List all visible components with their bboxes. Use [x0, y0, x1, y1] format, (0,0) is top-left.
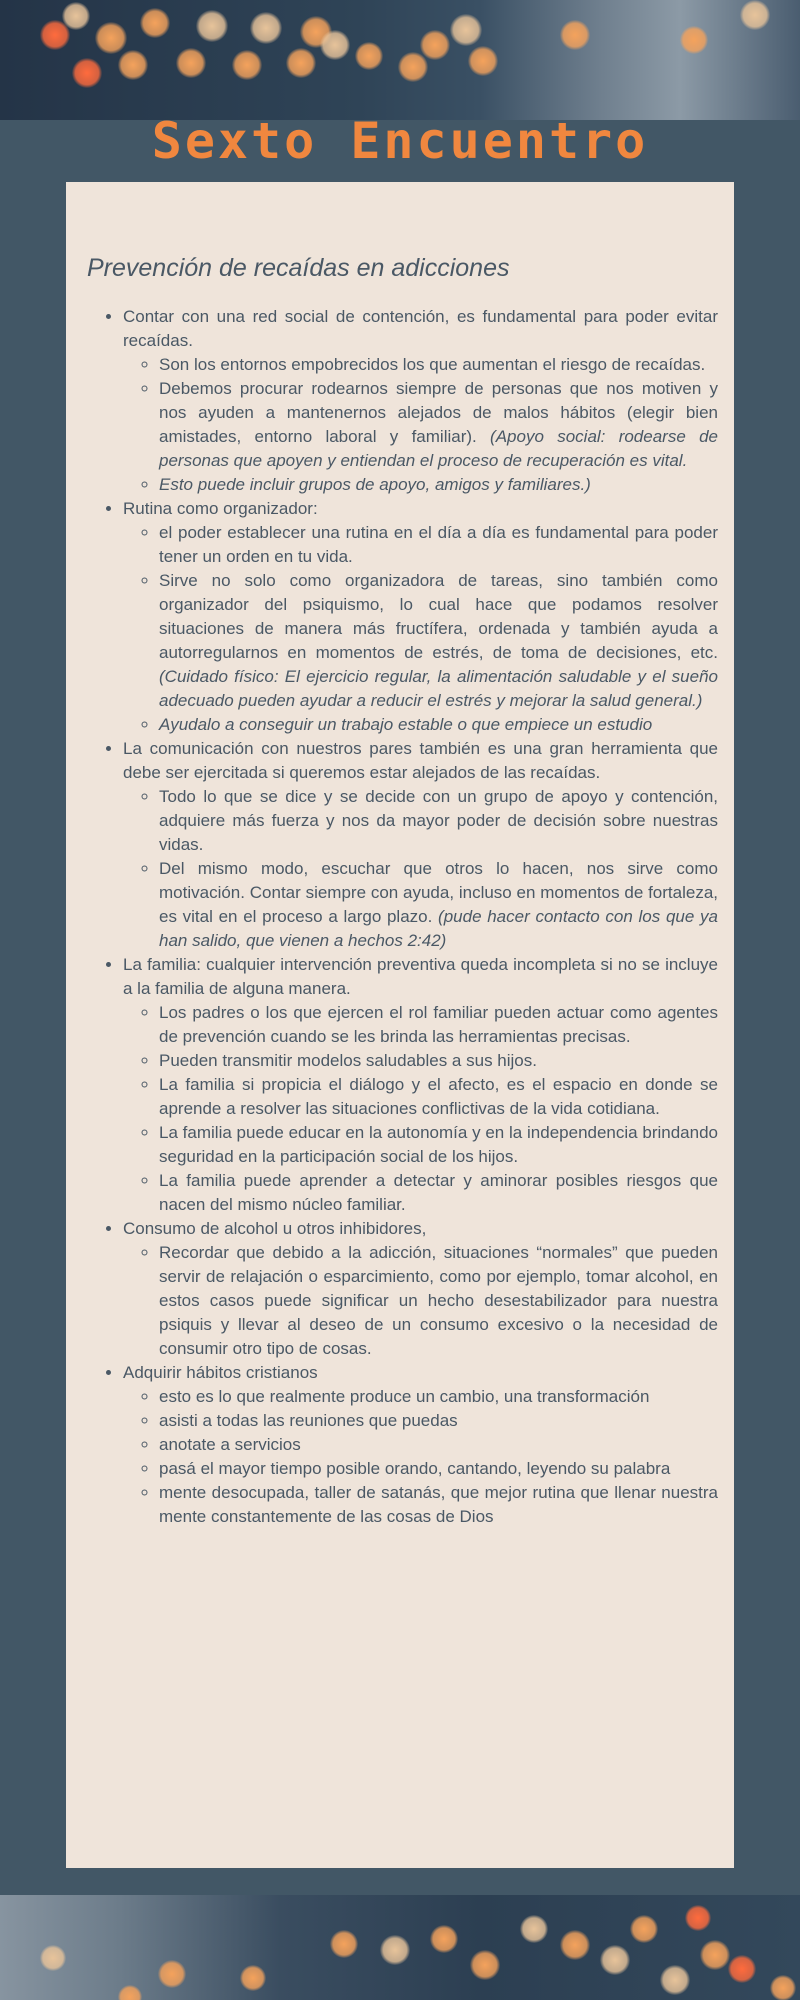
bokeh-light — [355, 42, 383, 70]
bokeh-light — [232, 50, 262, 80]
sub-list-item — [159, 1457, 718, 1481]
bokeh-light — [470, 1950, 500, 1980]
sub-list-item-note: Esto puede incluir grupos de apoyo, amigos y familiares.) — [159, 475, 591, 494]
bokeh-light — [118, 1985, 142, 2000]
sub-list-item-text: Son los entornos empobrecidos los que aumentan el riesgo de recaídas. — [159, 355, 706, 374]
bokeh-light — [700, 1940, 730, 1970]
list-item-text: La familia: cualquier intervención preventiva queda incompleta si no se incluye a la familia de alguna manera. — [123, 955, 718, 998]
sub-list-item — [159, 785, 718, 857]
list-item-text: Consumo de alcohol u otros inhibidores, — [123, 1219, 427, 1238]
sub-list-item — [159, 1385, 718, 1409]
sub-list-item — [159, 569, 718, 713]
sub-list-item-text: esto es lo que realmente produce un cambio, una transformación — [159, 1387, 650, 1406]
list-item-text: Contar con una red social de contención, es fundamental para poder evitar recaídas. — [123, 307, 718, 350]
footer-banner — [0, 1895, 800, 2000]
bokeh-light — [740, 0, 770, 30]
list-item-text: La comunicación con nuestros pares también es una gran herramienta que debe ser ejercitada si queremos estar alejados de las recaídas. — [123, 739, 718, 782]
sub-list-item — [159, 521, 718, 569]
sub-list-item-text: Pueden transmitir modelos saludables a sus hijos. — [159, 1051, 537, 1070]
sub-list — [123, 1001, 718, 1217]
bokeh-light — [250, 12, 282, 44]
bokeh-light — [560, 1930, 590, 1960]
sub-list — [123, 1385, 718, 1529]
bokeh-light — [118, 50, 148, 80]
bokeh-light — [630, 1915, 658, 1943]
sub-list-item — [159, 1433, 718, 1457]
sub-list-item-note: Ayudalo a conseguir un trabajo estable o que empiece un estudio — [159, 715, 653, 734]
sub-list-item — [159, 473, 718, 497]
sub-list-item — [159, 377, 718, 473]
sub-list-item — [159, 1409, 718, 1433]
list-item — [123, 305, 718, 497]
list-item-text: Adquirir hábitos cristianos — [123, 1363, 318, 1382]
sub-list — [123, 353, 718, 497]
sub-list-item — [159, 1049, 718, 1073]
sub-list-item-text: La familia puede aprender a detectar y aminorar posibles riesgos que nacen del mismo núcleo familiar. — [159, 1171, 718, 1214]
bokeh-light — [240, 1965, 266, 1991]
sub-list-item-text: Los padres o los que ejercen el rol familiar pueden actuar como agentes de prevención cuando se les brinda las herramientas precisas. — [159, 1003, 718, 1046]
header-banner — [0, 0, 800, 120]
bokeh-light — [770, 1975, 796, 2000]
sub-list-item — [159, 1073, 718, 1121]
bokeh-light — [430, 1925, 458, 1953]
sub-list-item — [159, 1001, 718, 1049]
bokeh-light — [380, 1935, 410, 1965]
list-item — [123, 497, 718, 737]
bokeh-light — [520, 1915, 548, 1943]
sub-list-item-text: La familia si propicia el diálogo y el afecto, es el espacio en donde se aprende a resolver las situaciones conflictivas de la vida cotidiana. — [159, 1075, 718, 1118]
page-title: Sexto Encuentro — [151, 112, 649, 170]
sub-list — [123, 785, 718, 953]
bokeh-light — [560, 20, 590, 50]
sub-list-item-text: el poder establecer una rutina en el día a día es fundamental para poder tener un orden en tu vida. — [159, 523, 718, 566]
sub-list-item-text: La familia puede educar en la autonomía y en la independencia brindando seguridad en la participación social de los hijos. — [159, 1123, 718, 1166]
list-item-text: Rutina como organizador: — [123, 499, 318, 518]
bokeh-light — [196, 10, 228, 42]
sub-list-item-text: asisti a todas las reuniones que puedas — [159, 1411, 458, 1430]
sub-list-item — [159, 353, 718, 377]
sub-list-item-text: pasá el mayor tiempo posible orando, cantando, leyendo su palabra — [159, 1459, 671, 1478]
sub-list — [123, 521, 718, 737]
sub-list-item-text: Todo lo que se dice y se decide con un grupo de apoyo y contención, adquiere más fuerza y nos da mayor poder de decisión sobre nuestras vidas. — [159, 787, 718, 854]
bokeh-light — [62, 2, 90, 30]
list-item — [123, 953, 718, 1217]
bokeh-light — [40, 1945, 66, 1971]
bokeh-light — [398, 52, 428, 82]
sub-list-item — [159, 713, 718, 737]
list-item — [123, 1217, 718, 1361]
content-card — [66, 182, 734, 1868]
sub-list-item-text: Sirve no solo como organizadora de tareas, sino también como organizador del psiquismo, lo cual hace que podamos resolver situaciones de manera más fructífera, ordenada y también ayuda a autorregularnos en momentos de estrés, de toma de decisiones, etc. — [159, 571, 718, 662]
section-heading: Prevención de recaídas en adicciones — [87, 254, 510, 282]
sub-list-item — [159, 1169, 718, 1217]
bokeh-light — [330, 1930, 358, 1958]
bokeh-light — [320, 30, 350, 60]
bokeh-light — [600, 1945, 630, 1975]
list-item — [123, 1361, 718, 1529]
main-list — [87, 305, 718, 1529]
sub-list-item-text: Debemos procurar rodearnos siempre de personas que nos motiven y nos ayuden a mantenernos alejados de malos hábitos (elegir bien amistades, entorno laboral y familiar). — [159, 379, 718, 446]
bokeh-light — [95, 22, 127, 54]
sub-list-item — [159, 1121, 718, 1169]
sub-list-item-text: Recordar que debido a la adicción, situaciones “normales” que pueden servir de relajación o esparcimiento, como por ejemplo, tomar alcohol, en estos casos puede significar un hecho desestabilizador para nuestra psiquis y llevar al deseo de un consumo excesivo o la necesidad de consumir otro tipo de cosas. — [159, 1243, 718, 1358]
bokeh-light — [158, 1960, 186, 1988]
sub-list-item-text: mente desocupada, taller de satanás, que mejor rutina que llenar nuestra mente constantemente de las cosas de Dios — [159, 1483, 718, 1526]
sub-list-item-note: (Cuidado físico: El ejercicio regular, la alimentación saludable y el sueño adecuado pueden ayudar a reducir el estrés y mejorar la salud general.) — [159, 667, 718, 710]
list-item — [123, 737, 718, 953]
sub-list-item — [159, 1241, 718, 1361]
sub-list-item — [159, 1481, 718, 1529]
bokeh-light — [685, 1905, 711, 1931]
sub-list-item — [159, 857, 718, 953]
sub-list-item-text: anotate a servicios — [159, 1435, 301, 1454]
bokeh-light — [286, 48, 316, 78]
sub-list-item-text: Del mismo modo, escuchar que otros lo hacen, nos sirve como motivación. Contar siempre con ayuda, incluso en momentos de fortaleza, es vital en el proceso a largo plazo. — [159, 859, 718, 926]
bokeh-light — [420, 30, 450, 60]
bokeh-light — [660, 1965, 690, 1995]
bokeh-light — [468, 46, 498, 76]
bokeh-light — [450, 14, 482, 46]
bokeh-light — [728, 1955, 756, 1983]
bokeh-light — [680, 26, 708, 54]
bokeh-light — [176, 48, 206, 78]
sub-list — [123, 1241, 718, 1361]
bokeh-light — [140, 8, 170, 38]
sub-list-item-note: (pude hacer contacto con los que ya han salido, que vienen a hechos 2:42) — [159, 907, 718, 950]
bokeh-light — [72, 58, 102, 88]
sub-list-item-note: (Apoyo social: rodearse de personas que apoyen y entiendan el proceso de recuperación es vital. — [159, 427, 718, 470]
